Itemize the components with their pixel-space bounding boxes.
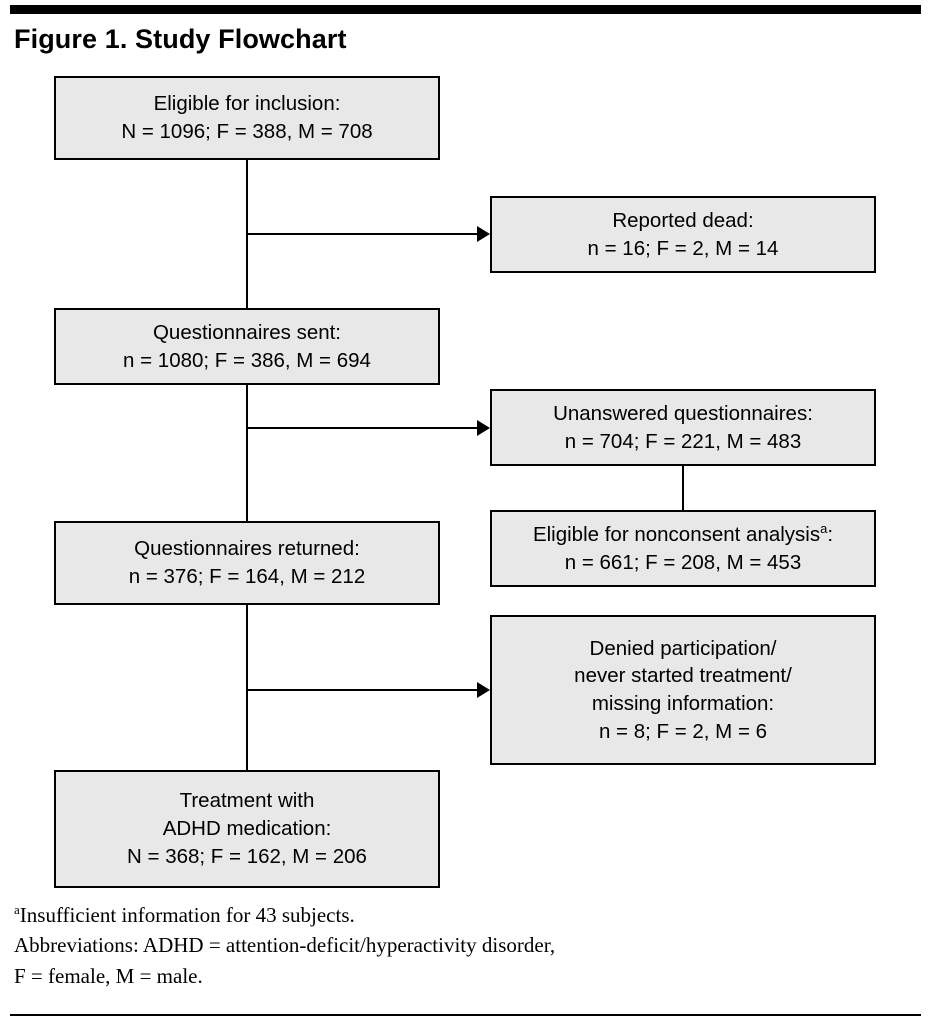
node-dead-line-1: Reported dead: [612, 208, 754, 232]
node-denied-line-3: missing information: [591, 692, 775, 715]
connector-branch-to-dead [246, 233, 477, 235]
bottom-rule [10, 1014, 921, 1016]
node-eligible-line-1: Eligible for inclusion: [153, 92, 341, 116]
arrowhead-to-dead [477, 226, 490, 242]
node-returned-line-2: n = 376; F = 164, M = 212 [128, 565, 366, 588]
connector-branch-to-unanswered [246, 427, 477, 429]
node-nonconsent-text: Eligible for nonconsent analysis [532, 522, 821, 546]
footnote-superscript-a: a [14, 902, 20, 917]
footnotes [14, 900, 919, 991]
footnote-line-1 [14, 900, 919, 930]
node-questionnaires-sent [54, 308, 440, 385]
node-reported-dead [490, 196, 876, 273]
node-nonconsent-line-2: n = 661; F = 208, M = 453 [564, 550, 802, 574]
connector-returned-to-treatment [246, 605, 248, 770]
connector-sent-to-returned [246, 385, 248, 521]
node-sent-line-2: n = 1080; F = 386, M = 694 [123, 348, 371, 372]
node-questionnaires-returned [54, 521, 440, 605]
figure-title: Figure 1. Study Flowchart [14, 24, 347, 54]
node-unanswered-line-1: Unanswered questionnaires: [553, 401, 813, 425]
node-sent-line-1: Questionnaires sent: [152, 320, 342, 344]
footnote-line-3: F = female, M = male. [14, 963, 203, 988]
node-unanswered-questionnaires [490, 389, 876, 466]
connector-branch-to-denied [246, 689, 477, 691]
footnote-line-1-text: Insufficient information for 43 subjects. [19, 903, 355, 927]
node-treatment-adhd-medication [54, 770, 440, 888]
footnote-line-2: Abbreviations: ADHD = attention-deficit/hyperactivity disorder, [14, 933, 556, 958]
node-denied-line-1: Denied participation/ [589, 636, 777, 660]
arrowhead-to-unanswered [477, 420, 490, 436]
node-returned-line-1: Questionnaires returned: [134, 537, 360, 561]
node-treatment-line-2: ADHD medication: [162, 817, 332, 841]
node-nonconsent-superscript: a [820, 521, 828, 536]
node-nonconsent-line-1: Eligible for nonconsent analysis$^a$: [532, 521, 834, 546]
node-denied-line-4: n = 8; F = 2, M = 6 [598, 719, 768, 743]
node-unanswered-line-2: n = 704; F = 221, M = 483 [564, 429, 802, 453]
node-treatment-line-3: N = 368; F = 162, M = 206 [127, 844, 367, 868]
node-treatment-line-1: Treatment with [179, 789, 315, 813]
node-denied-participation [490, 615, 876, 765]
node-eligible-for-inclusion [54, 76, 440, 160]
connector-unanswered-to-nonconsent [682, 466, 684, 510]
node-nonconsent-analysis [490, 510, 876, 587]
node-dead-line-2: n = 16; F = 2, M = 14 [587, 236, 779, 260]
arrowhead-to-denied [477, 682, 490, 698]
node-eligible-line-2: N = 1096; F = 388, M = 708 [121, 120, 373, 143]
node-denied-line-2: never started treatment/ [574, 664, 792, 688]
